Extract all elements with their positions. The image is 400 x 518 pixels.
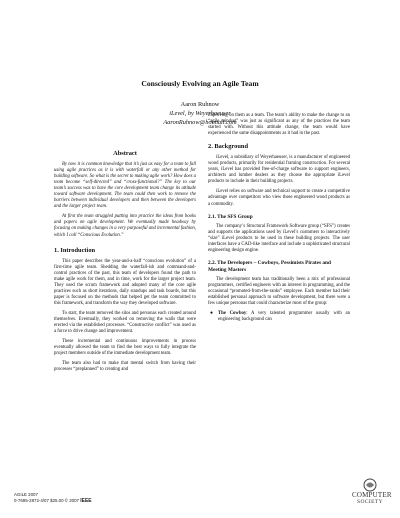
- body-paragraph: The team also had to make that mental switch from having their processes “preplanned” to creating and: [54, 361, 196, 373]
- right-column: [208, 113, 350, 327]
- left-column: [54, 150, 196, 377]
- author-name: Aaron Ruhnow: [180, 101, 220, 108]
- subsection-heading-sfs: 2.1. The SFS Group: [208, 213, 253, 220]
- bullet-term: The Cowboy: [218, 311, 247, 317]
- subsection-heading-developers: 2.2. The Developers – Cowboys, Pessimists Pirates and Meeting Masters: [208, 260, 331, 273]
- body-paragraph: iLevel, a subsidiary of Weyerhaeuser, is a manufacturer of engineered wood products, primarily for residential framing construction. For several years, iLevel has provided free-of-charge software to support engineers, architects and lumber dealers as they choose the appropriate iLevel products to include in their building projects.: [208, 155, 350, 185]
- bullet-icon: ●: [210, 311, 214, 317]
- body-paragraph: improving on them as a team. The team’s ability to make the change to an “agile mindset” was just as significant as any of the practices the team started with. Without this attitude change, the team would have experienced the same disappointments as it had in the past.: [208, 113, 350, 137]
- body-paragraph: The company’s Structural Framework Software group (“SFS”) creates and supports the applications used by iLevel’s customers to interactively “size” iLevel products to be used in these building projects. The user interfaces have a CAD-like interface and include a sophisticated structural engineering design engine.: [208, 223, 350, 254]
- abstract-paragraph: At first the team struggled putting into practice the ideas from books and papers on agile development. We eventually made headway by focusing on making changes in a very purposeful and incremental fashion, which I call “Conscious Evolution.”: [54, 214, 196, 238]
- list-item: [208, 311, 350, 323]
- logo-line-1: COMPUTER: [352, 491, 392, 499]
- body-paragraph: To start, the team removed the silos and personas each created around themselves. Eventually, they worked on removing the walls that were erected via the established processes. “Constructive conflict” was used as a force to drive change and improvement.: [54, 310, 196, 335]
- section-heading-introduction: 1. Introduction: [54, 246, 96, 254]
- body-paragraph: These incremental and continuous improvements in process eventually allowed the team to find the best ways to fully integrate the project members outside of the immediate development team.: [54, 339, 196, 357]
- abstract-paragraph: By now it is common knowledge that it’s just as easy for a team to fall using agile practices as it is with waterfall or any other method for building software. So what is the secret to making agile work? How does a team become “self-directed” and “cross-functional?” The key to our team’s success was to have the core development team change its attitude toward software development. The team could then work to remove the barriers between individual developers and then between the developers and the larger project team.: [54, 162, 196, 210]
- conference-name: AGILE 2007: [14, 492, 38, 497]
- bullet-text: : A very talented programmer usually with an engineering background can: [218, 311, 350, 323]
- ieee-logo: IEEE: [80, 497, 92, 504]
- page-footer: [14, 492, 92, 504]
- isbn-text: 0-7695-2872-4/07 $25.00 © 2007: [14, 497, 79, 503]
- section-heading-background: 2. Background: [208, 143, 249, 151]
- body-paragraph: The development team has traditionally been a mix of professional programmers, certified engineers with an interest in programming, and the occasional “promoted-from-the-ranks” employee. Each member had their established personal approach to software development, but there were a few unique personas that could characterize most of the group:: [208, 277, 350, 307]
- abstract-heading: Abstract: [113, 150, 137, 157]
- body-paragraph: This paper describes the year-and-a-half “conscious evolution” of a first-time agile team. Shedding the waterfall-ish and command-and-control practices of the past, this team of developers found the path to make agile work for them, and in time, work for the larger project team. They used the scrum framework and adopted many of the core agile practices such as short iterations, daily standups and task boards, but this paper is focused on the methods that helped get the team committed to this framework, and transform the way they developed software.: [54, 258, 196, 306]
- computer-society-logo: [352, 478, 392, 505]
- logo-line-2: SOCIETY: [356, 499, 384, 505]
- author-affiliation: iLevel, by Weyerhaeuser: [169, 110, 231, 117]
- body-paragraph: iLevel relies on software and technical support to create a competitive advantage over competitors who view these engineered wood products as a commodity.: [208, 189, 350, 207]
- author-email: AaronRuhnow@hotmail.com: [163, 119, 237, 126]
- computer-society-emblem-icon: [363, 478, 377, 492]
- copyright-line: [14, 498, 92, 505]
- paper-title: Consciously Evolving an Agile Team: [141, 79, 259, 88]
